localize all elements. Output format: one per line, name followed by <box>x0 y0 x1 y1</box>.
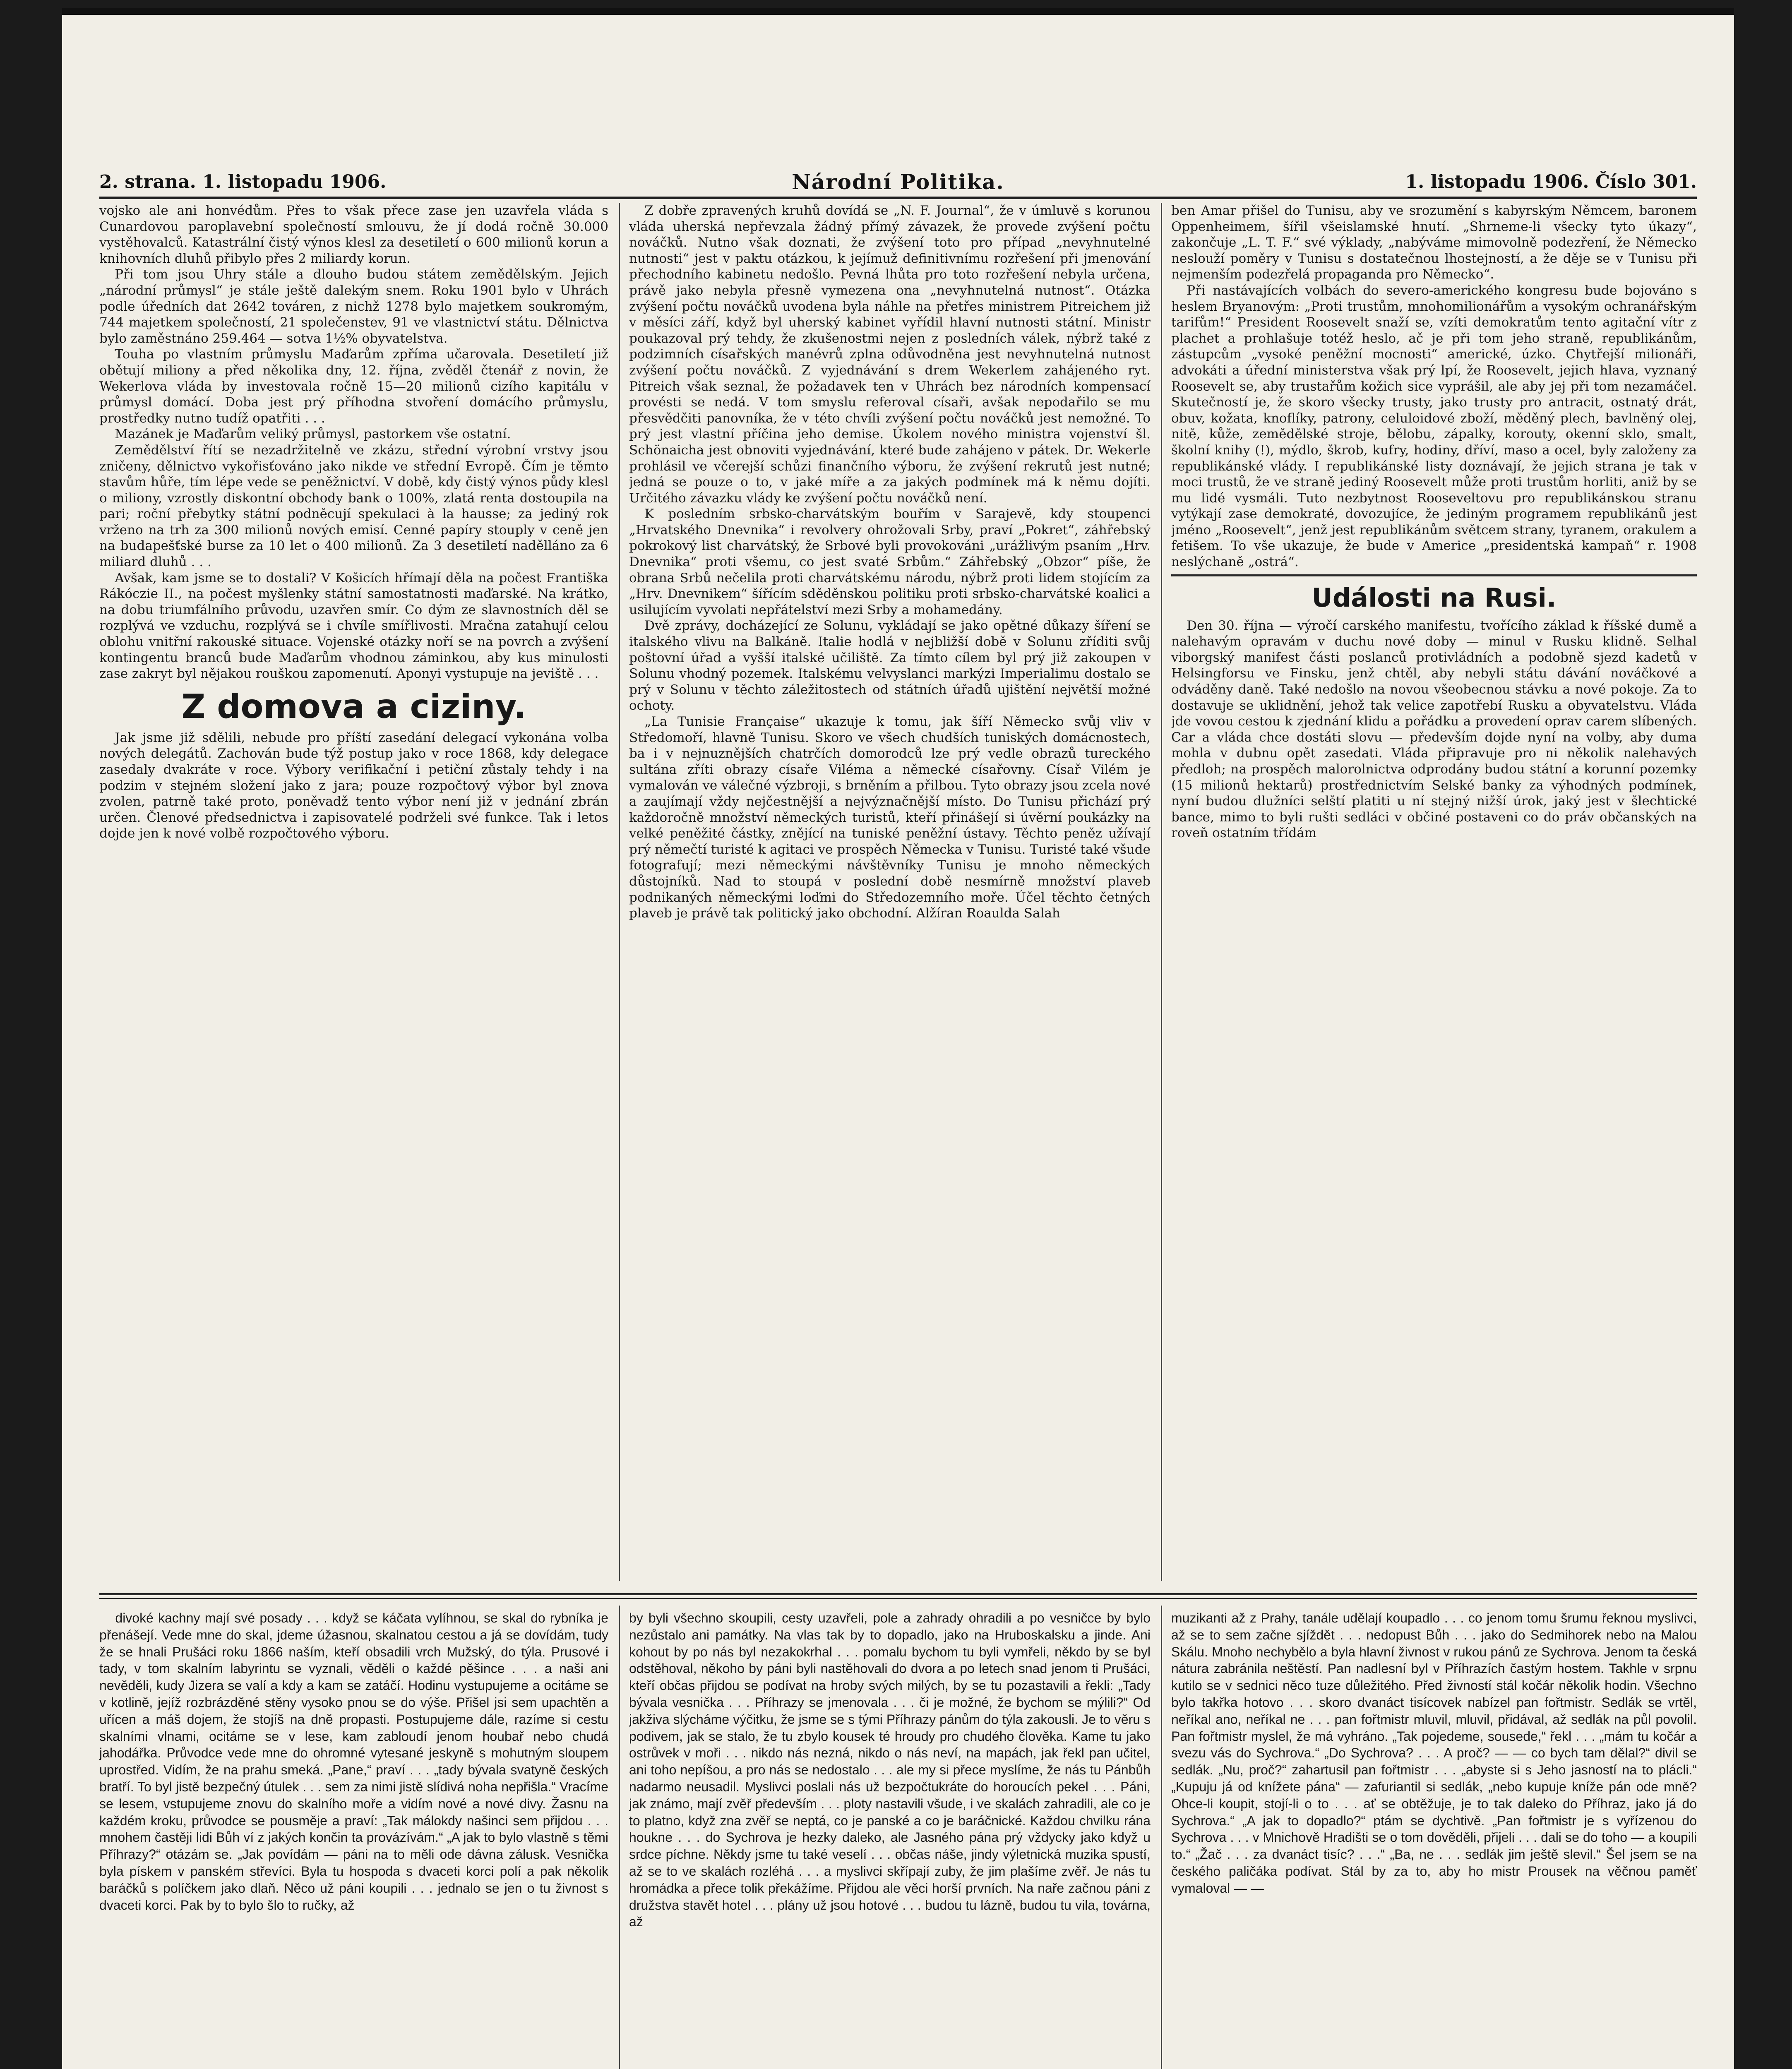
col1-paragraph: vojsko ale ani honvédům. Přes to však přece zase jen uzavřela vláda s Cunardovou paroplavební společností smlouvu, že jí dodá ročně 30.000 vystěhovalců. Katastrální čistý výnos klesl za desetiletí o 600 milionů korun a knihovních dluhů přibylo přes 2 miliardy korun. <box>99 203 608 266</box>
newspaper-page <box>62 8 1734 2069</box>
masthead-title: Národní Politika. <box>792 170 1004 194</box>
column-2 <box>629 203 1151 1577</box>
column-1 <box>99 203 608 1577</box>
header-issue-number: 1. listopadu 1906. Číslo 301. <box>1405 171 1697 192</box>
col2-paragraph: Dvě zprávy, docházející ze Solunu, vykládají se jako opětné důkazy šíření se italského vlivu na Balkáně. Italie hodlá v nejbližší době v Solunu zříditi svůj poštovní úřad a vyšší italské učiliště. Za tímto cílem byl prý již zakoupen v Solunu vhodný pozemek. Italskému velvyslanci markýzi Imperialimu dostalo se prý v Solunu v těchto záležitostech od státních úřadů ujištění největší možné ochoty. <box>629 618 1151 713</box>
col1-paragraph: Avšak, kam jsme se to dostali? V Košicích hřímají děla na počest Františka Rákóczie II., na počest myšlenky státní samostatnosti maďarské. Na krátko, na dobu triumfálního průvodu, uzavřen smír. Co dým ze slavnostních děl se rozplývá ve vzduchu, rozplývá se i chvíle smířlivosti. Mračna zatahují celou oblohu vnitřní rakouské situace. Vojenské otázky noří se na povrch a zvýšení kontingentu branců bude Maďarům vhodnou záminkou, aby kus minulosti zase zakryt byl nějakou rouškou zapomenutí. Aponyi vystupuje na jeviště . . . <box>99 570 608 682</box>
header-rule <box>99 197 1697 199</box>
col3-paragraph: Při nastávajících volbách do severo-amerického kongresu bude bojováno s heslem Bryanovým: „Proti trustům, mnohomilionářům a vysokým ochranářským tarifům!“ President Roosevelt snaží se, vzíti demokratům tento agitační vítr z plachet a prohlašuje totéž heslo, ač je při tom jeho straně, republikánům, zástupcům „vysoké peněžní mocnosti“ americké, úzko. Chytřejší milionáři, advokáti a úřední ministerstva však prý lpí, že Roosevelt, jejich hlava, vyznaný Roosevelt se, aby trustařům kožich sice vyprášil, ale aby jej při tom nezamáčel. Skutečností je, že skoro všecky trusty, jako trusty pro antracit, ostnatý drát, obuv, kožata, knoflíky, patrony, celuloidové zboží, měděný plech, bavlněný olej, nitě, kůže, zemědělské stroje, bělobu, zápalky, korouty, okenní sklo, smalt, školní knihy (!), mýdlo, škrob, kufry, hodiny, dříví, maso a ocel, byly založeny za republikánské vlády. I republikánské listy doznávají, že jejich strana je tak v moci trustů, že ve straně jediný Roosevelt může proti trustům horliti, aniž by se mu lidé vysmáli. Tuto nezbytnost Rooseveltovu pro republikánskou stranu vytýkají zase demokraté, dovozujíce, že jediným programem republikánů jest jméno „Roosevelt“, jenž jest republikánům světcem strany, tyranem, orakulem a fetišem. To vše ukazuje, že bude v Americe „presidentská kampaň“ r. 1908 neslýchaně „ostrá“. <box>1171 283 1697 570</box>
page-top-edge <box>62 8 1734 15</box>
col1-paragraph: Při tom jsou Uhry stále a dlouho budou státem zemědělským. Jejich „národní průmysl“ je stále ještě dalekým snem. Roku 1901 bylo v Uhrách podle úředních dat 2642 továren, z nichž 1278 bylo majetkem soukromým, 744 majetkem společností, 21 společenstev, 91 ve vlastnictví státu. Dělnictva bylo zaměstnáno 259.464 — sotva 1½% obyvatelstva. <box>99 267 608 346</box>
feuilleton-rule-2 <box>99 1598 1697 1599</box>
column-divider <box>619 203 620 1581</box>
feuilleton-text: by byli všechno skoupili, cesty uzavřeli, pole a zahrady ohradili a po vesničce by bylo nezůstalo ani památky. Na vlas tak by to dopadlo, jako na Hruboskalsku a jinde. Ani kohout by po nás byl nezakokrhal . . . pomalu bychom tu byli vymřeli, někdo by se byl odstěhoval, někoho by páni byli nastěhovali do dvora a po letech snad jenom ti Prušáci, kteří občas přijdou se podívat na hroby svých milých, by se tu pozastavili a řekli: „Tady bývala vesnička . . . Příhrazy se jmenovala . . . či je možné, že bychom se mýlili?“ Od jakživa slýcháme výčitku, že jsme se s tými Příhrazy pánům do týla zakousli. Je to věru s podivem, jak se stalo, že tu zbylo kousek té hroudy pro chudého člověka. Kame tu jako ostrůvek v moři . . . nikdo nás nezná, nikdo o nás neví, na mapách, jak řekl pan učitel, ani toho nepíšou, a pro nás se nedostalo . . . ale my si přece myslíme, že nás tu Pánbůh nadarmo neusadil. Myslivci poslali nás už bezpočtukráte do horoucích pekel . . . Páni, jak známo, mají zvěř především . . . ploty nastavili všude, i ve skalách zahradili, ale co je to platno, když zna zvěř se neptá, co je panské a co je baráčnické. Každou chvilku rána houkne . . . do Sychrova je hezky daleko, ale Jasného pána prý vždycky jako když u srdce píchne. Někdy jsme tu také veselí . . . občas náše, jindy výletnická muzika spustí, až se to ve skalách rozléhá . . . a myslivci skřípají zuby, že jim plašíme zvěř. Je nás tu hromádka a přece tolik překážíme. Přijdou ale věci horší prvních. Na naře začnou páni z družstva stavět hotel . . . plány už jsou hotové . . . budou tu lázně, budou tu vila, továrna, až <box>629 1611 1151 1930</box>
feuilleton-column-1 <box>99 1610 608 2069</box>
section-heading-domestic: Z domova a ciziny. <box>181 687 526 726</box>
feuilleton-column-3 <box>1171 1610 1697 2069</box>
feuilleton-text: divoké kachny mají své posady . . . když se káčata vylíhnou, se skal do rybníka je přenášejí. Vede mne do skal, jdeme úžasnou, skalnatou cestou a já se dovídám, tudy že se hnali Prušáci roku 1866 naším, kteří obsadili vrch Mužský, do týla. Prusové i tady, v tom skalním labyrintu se vyznali, věděli o každé pěšince . . . a naši ani nevěděli, kudy Jizera se valí a kdy a kam se zatáčí. Hodinu vystupujeme a ocitáme se v kotlině, jejíž rozbrázděné stěny vysoko pnou se do výše. Přišel jsi sem upachtěn a uřícen a máš dojem, že stojíš na dně propasti. Postupujeme dále, razíme si cestu skalními vlnami, ocitáme se v lese, kam zabloudí jenom houbař nebo chudá jahodářka. Průvodce vede mne do ohromné vytesané jeskyně s mohutným sloupem uprostřed. Vidím, že na prahu smeká. „Pane,“ praví . . . „tady bývala svatyně českých bratří. To byl jistě bezpečný útulek . . . sem za nimi jistě slídivá noha nepřišla.“ Vracíme se lesem, vstupujeme znovu do skalního moře a vidím nové a nové divy. Žasnu na každém kroku, průvodce se pousměje a praví: „Tak málokdy našinci sem přijdou . . . mnohem častěji lidi Bůh ví z jakých končin ta provázívám.“ „A jak to bylo vlastně s těmi Příhrazy?“ otázám se. „Jak povídám — páni na to měli ode dávna zálusk. Vesnička byla pískem v panském střevíci. Byla tu hospoda s dvaceti korci polí a pak několik baráčků s políčkem jako dlaň. Něco už páni koupili . . . jednalo se jen o tu živnost s dvaceti korci. Pak by to bylo šlo to ručky, až <box>99 1611 608 1913</box>
col1-paragraph: Mazánek je Maďarům veliký průmysl, pastorkem vše ostatní. <box>115 427 511 442</box>
feuilleton-rule <box>99 1593 1697 1595</box>
column-divider <box>1161 1606 1162 2069</box>
col2-paragraph: K posledním srbsko-charvátským bouřím v Sarajevě, kdy stoupenci „Hrvatského Dnevnika“ i revolvery ohrožovali Srby, praví „Pokret“, záhřebský pokrokový list charvátský, že Srbové byli provokováni „urážlivým psaním „Hrv. Dnevnika“ proti všemu, co jest svaté Srbům.“ Záhřebský „Obzor“ píše, že obrana Srbů nečelila proti charvátskému národu, nýbrž proti lidem stojícím za „Hrv. Dnevnikem“ šířícím sděděnskou politiku proti srbsko-charvátské koalici a usilujícím vyvolati nepřátelství mezi Srby a mohamedány. <box>629 506 1151 617</box>
feuilleton-text: muzikanti až z Prahy, tanále udělají koupadlo . . . co jenom tomu šrumu řeknou myslivci, až se to sem začne sjíždět . . . nedopust Bůh . . . jako do Sedmihorek nebo na Malou Skálu. Mnoho nechybělo a byla hlavní živnost v rukou pánů ze Sychrova. Jenom ta česká nátura zabránila neštěstí. Pan nadlesní byl v Příhrazích častým hostem. Takhle v srpnu kutilo se v sednici něco tuze důležitého. Před živností stál kočár několik hodin. Všechno bylo takřka hotovo . . . skoro dvanáct tisícovek nabízel pan fořtmistr. Sedlák se vrtěl, neříkal ano, neříkal ne . . . pan fořtmistr mluvil, mluvil, přidával, až sedlák na půl povolil. Pan fořtmistr myslel, že má vyhráno. „Tak pojedeme, sousede,“ řekl . . . „mám tu kočár a svezu vás do Sychrova.“ „Do Sychrova? . . . A proč? — — co bych tam dělal?“ divil se sedlák. „Nu, proč?“ zahartusil pan fořtmistr . . . „abyste si s Jeho jasností na to plácli.“ „Kupuju já od knížete pána“ — zafuriantil si sedlák, „nebo kupuje kníže pán ode mně? Ohce-li koupit, stojí-li o to . . . ať se obtěžuje, je to tak daleko do Příhraz, jako já do Sychrova.“ „A jak to dopadlo?“ ptám se dychtivě. „Pan fořtmistr je s vyřízenou do Sychrova . . . v Mnichově Hradišti se o tom dověděli, přijeli . . . dali se do toho — a koupili to.“ „Žač . . . za dvanáct tisíc? . . .“ „Ba, ne . . . sedlák jim ještě slevil.“ Šel jsem se na českého paličáka podívat. Stál by za to, aby ho mistr Prousek na věčnou paměť vymaloval — — <box>1171 1611 1697 1896</box>
header-date-left: 2. strana. 1. listopadu 1906. <box>99 171 387 192</box>
col1-section-paragraph: Jak jsme již sdělili, nebude pro příští zasedání delegací vykonána volba nových delegátů. Zachován bude týž postup jako v roce 1868, kdy delegace zasedaly dvakráte v roce. Výbory verifikační i petiční zůstaly tehdy i na podzim v stejném složení jako z jara; pouze rozpočtový výbor byl znova zvolen, patrně také proto, poněvadž tento výbor není již v jednání zbrán určen. Členové předsednictva i zapisovatelé podrželi své funkce. Tak i letos dojde jen k nové volbě rozpočtového výboru. <box>99 730 608 841</box>
section-rule <box>1171 574 1697 576</box>
section-heading-russia: Události na Rusi. <box>1312 582 1557 613</box>
column-3 <box>1171 203 1697 1577</box>
feuilleton-column-2 <box>629 1610 1151 2069</box>
col1-paragraph: Touha po vlastním průmyslu Maďarům zpříma učarovala. Desetiletí již obětují miliony a před několika dny, 12. října, zvěděl čtenář z novin, že Wekerlova vláda by investovala ročně 15—20 milionů cizího kapitálu v průmysl domácí. Doba jest prý příhodna stvoření domácího průmyslu, prostředky nutno tudíž opatřiti . . . <box>99 347 608 426</box>
col3-section-paragraph: Den 30. října — výročí carského manifestu, tvořícího základ k říšské dumě a nalehavým opravám v duchu nové doby — minul v Rusku klidně. Selhal viborgský manifest části poslanců protivládních a podobně sjezd kadetů v Helsingforsu ve Finsku, jenž chtěl, aby nebyli státu dávání nováčkové a odváděny daně. Také nedošlo na novou všeobecnou stávku a nové pokoje. Za to dostavuje se uklidnění, jehož tak velice zapotřebí Rusku a obyvatelstvu. Vláda jde vovou cestou k zjednání klidu a pořádku a provedení oprav carem slíbených. Car a vláda chce dostáti slovu — především dojde nyní na volby, aby duma mohla v dubnu opět zasedati. Vláda připravuje pro ni několik nalehavých předloh; na prospěch malorolnictva odprodány budou státní a korunní pozemky (15 milionů hektarů) prostřednictvím Selské banky za výhodných podmínek, nyní budou dlužníci selští platiti u ní stejný nižší úrok, jaký jest v šlechtické bance, mimo to byli rušti sedláci v občiné postaveni co do práv občanských na roveň ostatním třídám <box>1171 618 1697 841</box>
column-divider <box>619 1606 620 2069</box>
col2-paragraph: Z dobře zpravených kruhů dovídá se „N. F. Journal“, že v úmluvě s korunou vláda uherská nepřevzala žádný přímý závazek, že provede zvýšení počtu nováčků. Nutno však doznati, že zvýšení toto pro případ „nevyhnutelné nutnosti“ jest v paktu otázkou, k jejímuž definitivnímu rozřešení při jmenování přechodního kabinetu nedošlo. Pevná lhůta pro toto rozřešení nebyla určena, právě jako nebyla přesně vymezena ona „nevyhnutelná nutnost“. Otázka zvýšení počtu nováčků uvodena byla náhle na přetřes ministrem Pitreichem již v měsíci září, když byl uherský kabinet vyřídil hlavní nutnosti státní. Ministr poukazoval prý tehdy, že zkušenostmi nejen z posledních válek, nýbrž také z podzimních císařských manévrů zplna odůvodněna jest nevyhnutelná nutnost zvýšení počtu nováčků. Z vyjednávání s drem Wekerlem zahájeného ryt. Pitreich však seznal, že požadavek ten v Uhrách bez národních kompensací provésti se nedá. V tom smyslu referoval císaři, avšak nepodařilo se mu přesvědčiti panovníka, že v této chvíli zvýšení počtu nováčků jest nemožné. To prý jest vlastní příčina jeho demise. Úkolem nového ministra vojenství šl. Schönaicha jest obnoviti vyjednávání, které bude zahájeno v pátek. Dr. Wekerle prohlásil ve včerejší schůzi finančního výboru, že zvýšení rekrutů jest nutné; jedná se pouze o to, v jaké míře a za jakých podmínek má k němu dojíti. Určitého závazku vlády ke zvýšení počtu nováčků není. <box>629 203 1151 506</box>
column-divider <box>1161 203 1162 1581</box>
col3-paragraph: ben Amar přišel do Tunisu, aby ve srozumění s kabyrským Němcem, baronem Oppenheimem, šířil všeislamské hnutí. „Shrneme-li všecky tyto úkazy“, zakončuje „L. T. F.“ své výklady, „nabýváme mimovolně podezření, že Německo neslouží poměry v Tunisu s dostatečnou lhostejností, a že děje se v Tunisu při nejmenším podezřelá propaganda pro Německo“. <box>1171 203 1697 282</box>
col2-paragraph: „La Tunisie Française“ ukazuje k tomu, jak šíří Německo svůj vliv v Středomoří, hlavně Tunisu. Skoro ve všech chudších tuniských domácnostech, ba i v nejnuznějších chatrčích domorodců lze prý vedle obrazů tureckého sultána zříti obrazy císaře Viléma a německé císařovny. Císař Vilém je vymalován ve válečné výzbroji, s brněním a přilbou. Tyto obrazy jsou zcela nové a zaujímají vždy nejčestnější a nejvýznačnější místo. Do Tunisu přichází prý každoročně množství německých turistů, kteří přinášejí si úvěrní poukázky na velké peněžité částky, znějící na tuniské peněžní ústavy. Těchto peněz užívají prý němečtí turisté k agitaci ve prospěch Německa v Tunisu. Turisté také všude fotografují; mezi německými návštěvníky Tunisu je mnoho německých důstojníků. Nad to stoupá v poslední době nesmírně množství plaveb podnikaných německými loďmi do Středozemního moře. Účel těchto četných plaveb je právě tak politický jako obchodní. Alžíran Roaulda Salah <box>629 714 1151 921</box>
page-header <box>99 170 1697 194</box>
col1-paragraph: Zemědělství řítí se nezadržitelně ve zkázu, střední výrobní vrstvy jsou zničeny, dělnictvo vykořisťováno jako nikde ve střední Evropě. Čím je těmto stavům hůře, tím lépe vede se peněžnictví. V době, kdy čistý výnos půdy klesl o miliony, vzrostly diskontní obchody bank o 100%, zlatá renta dostoupila na pari; roční přebytky státní podněcují spekulaci à la hausse; za jediný rok vrženo na trh za 300 milionů nových emisí. Cenné papíry stouply v ceně jen na budapešťské burse za 10 let o 400 milionů. Za 3 desetiletí nadělláno za 6 miliard dluhů . . . <box>99 442 608 570</box>
